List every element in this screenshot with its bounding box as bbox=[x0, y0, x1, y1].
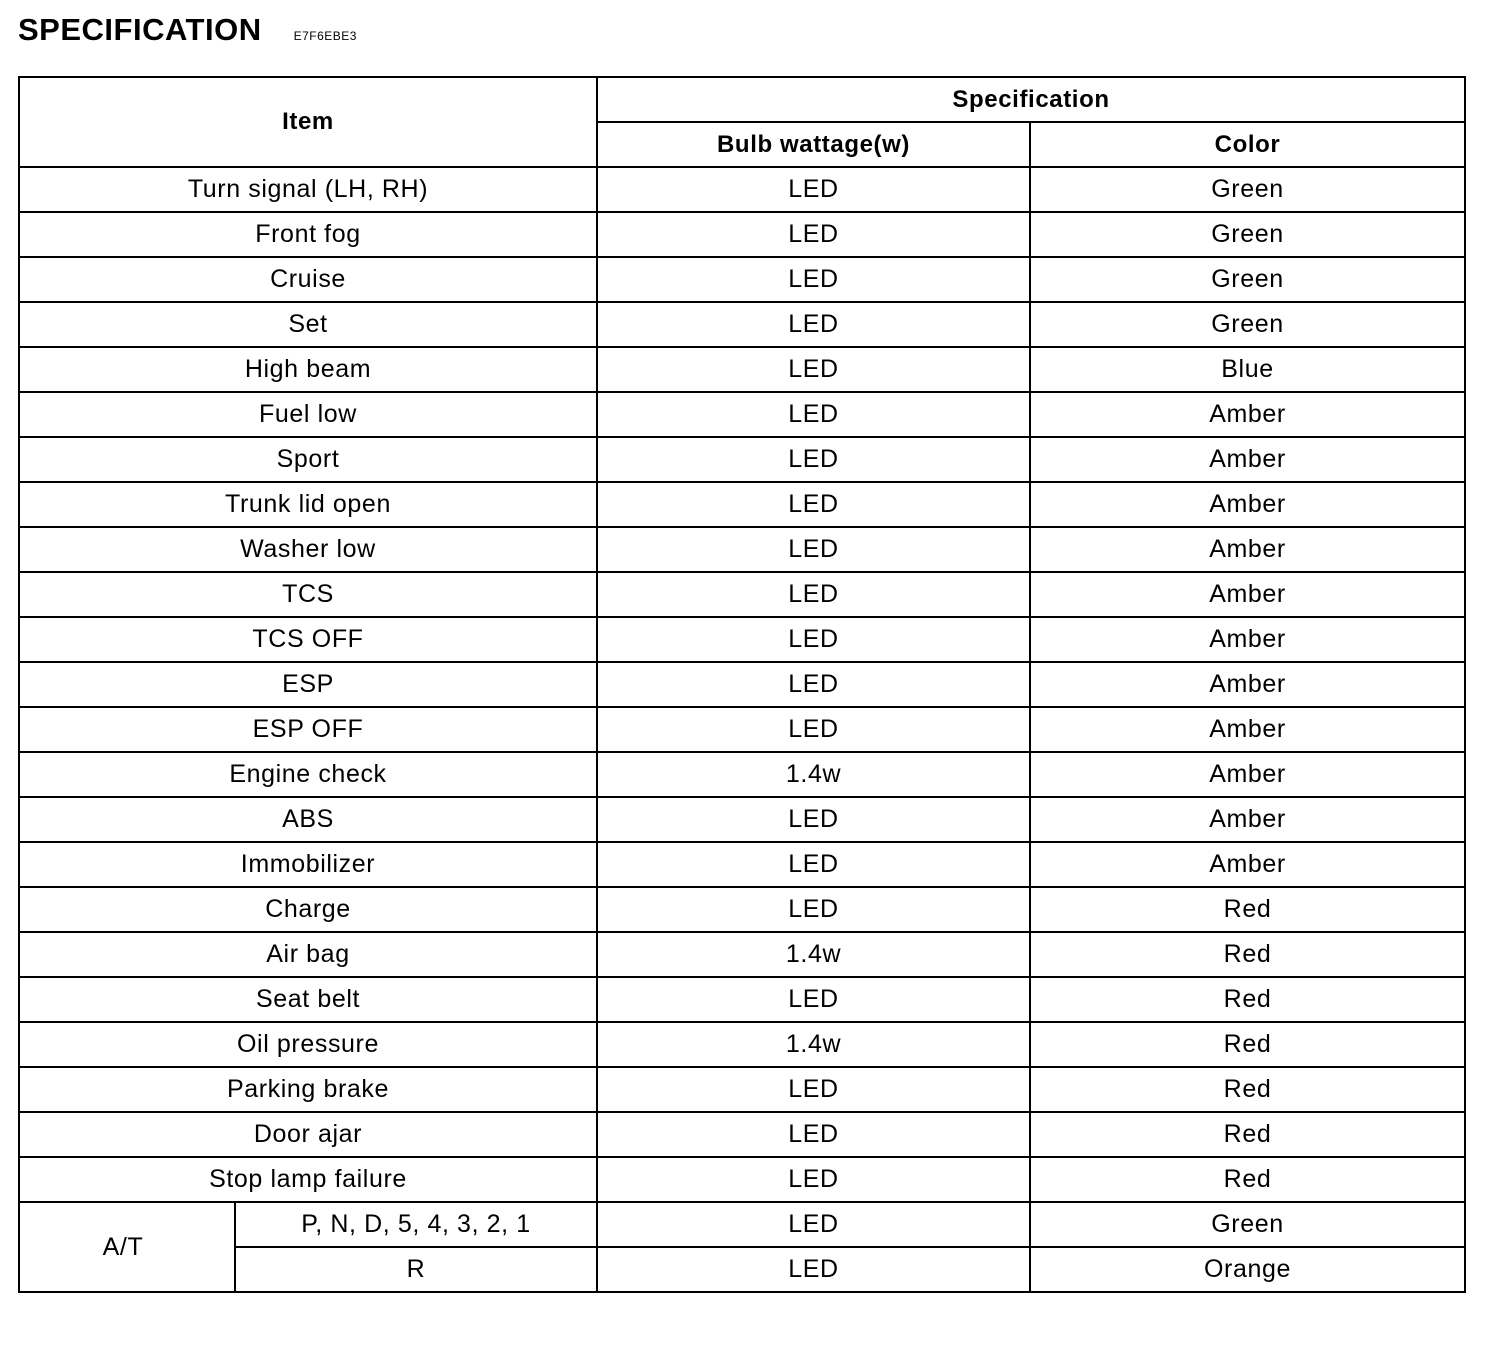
color-cell: Blue bbox=[1030, 347, 1465, 392]
color-cell: Green bbox=[1030, 257, 1465, 302]
color-cell: Green bbox=[1030, 1202, 1465, 1247]
color-cell: Red bbox=[1030, 932, 1465, 977]
wattage-cell: LED bbox=[597, 302, 1030, 347]
table-header bbox=[19, 77, 1465, 167]
table-body bbox=[19, 167, 1465, 1292]
table-row bbox=[19, 257, 1465, 302]
page-heading bbox=[18, 12, 357, 56]
wattage-cell: LED bbox=[597, 707, 1030, 752]
color-cell: Red bbox=[1030, 977, 1465, 1022]
table-row bbox=[19, 1067, 1465, 1112]
item-cell: TCS OFF bbox=[19, 617, 597, 662]
item-cell: Immobilizer bbox=[19, 842, 597, 887]
item-cell: R bbox=[235, 1247, 597, 1292]
item-cell: TCS bbox=[19, 572, 597, 617]
item-cell: ESP OFF bbox=[19, 707, 597, 752]
color-cell: Green bbox=[1030, 167, 1465, 212]
wattage-cell: LED bbox=[597, 617, 1030, 662]
wattage-cell: LED bbox=[597, 977, 1030, 1022]
header-color: Color bbox=[1030, 122, 1465, 167]
table-row bbox=[19, 1247, 1465, 1292]
table-row bbox=[19, 212, 1465, 257]
color-cell: Amber bbox=[1030, 527, 1465, 572]
color-cell: Amber bbox=[1030, 842, 1465, 887]
color-cell: Green bbox=[1030, 302, 1465, 347]
item-cell: Charge bbox=[19, 887, 597, 932]
item-cell: Parking brake bbox=[19, 1067, 597, 1112]
wattage-cell: LED bbox=[597, 662, 1030, 707]
item-cell: Oil pressure bbox=[19, 1022, 597, 1067]
item-cell: Door ajar bbox=[19, 1112, 597, 1157]
color-cell: Amber bbox=[1030, 797, 1465, 842]
item-cell: ESP bbox=[19, 662, 597, 707]
item-cell: Stop lamp failure bbox=[19, 1157, 597, 1202]
at-group-label: A/T bbox=[19, 1202, 235, 1292]
table-row bbox=[19, 392, 1465, 437]
table-row bbox=[19, 167, 1465, 212]
table-row bbox=[19, 932, 1465, 977]
wattage-cell: 1.4w bbox=[597, 752, 1030, 797]
color-cell: Amber bbox=[1030, 662, 1465, 707]
wattage-cell: LED bbox=[597, 1112, 1030, 1157]
color-cell: Amber bbox=[1030, 707, 1465, 752]
wattage-cell: LED bbox=[597, 482, 1030, 527]
item-cell: ABS bbox=[19, 797, 597, 842]
wattage-cell: LED bbox=[597, 437, 1030, 482]
wattage-cell: LED bbox=[597, 1202, 1030, 1247]
wattage-cell: 1.4w bbox=[597, 932, 1030, 977]
item-cell: Front fog bbox=[19, 212, 597, 257]
color-cell: Amber bbox=[1030, 617, 1465, 662]
wattage-cell: LED bbox=[597, 797, 1030, 842]
item-cell: Cruise bbox=[19, 257, 597, 302]
page-title: SPECIFICATION bbox=[18, 12, 262, 47]
table-row bbox=[19, 347, 1465, 392]
wattage-cell: LED bbox=[597, 572, 1030, 617]
item-cell: P, N, D, 5, 4, 3, 2, 1 bbox=[235, 1202, 597, 1247]
document-code: E7F6EBE3 bbox=[293, 29, 357, 43]
header-bulb-wattage: Bulb wattage(w) bbox=[597, 122, 1030, 167]
color-cell: Amber bbox=[1030, 437, 1465, 482]
table-row bbox=[19, 1157, 1465, 1202]
table-row bbox=[19, 572, 1465, 617]
table-row bbox=[19, 1112, 1465, 1157]
item-cell: Fuel low bbox=[19, 392, 597, 437]
table-row bbox=[19, 482, 1465, 527]
color-cell: Orange bbox=[1030, 1247, 1465, 1292]
table-row bbox=[19, 977, 1465, 1022]
table-row bbox=[19, 302, 1465, 347]
wattage-cell: LED bbox=[597, 1067, 1030, 1112]
wattage-cell: LED bbox=[597, 887, 1030, 932]
table-row bbox=[19, 1202, 1465, 1247]
wattage-cell: 1.4w bbox=[597, 1022, 1030, 1067]
color-cell: Amber bbox=[1030, 572, 1465, 617]
color-cell: Red bbox=[1030, 1067, 1465, 1112]
wattage-cell: LED bbox=[597, 1157, 1030, 1202]
table-row bbox=[19, 707, 1465, 752]
table-row bbox=[19, 842, 1465, 887]
wattage-cell: LED bbox=[597, 842, 1030, 887]
header-item: Item bbox=[19, 77, 597, 167]
table-row bbox=[19, 662, 1465, 707]
table-row bbox=[19, 797, 1465, 842]
specification-table bbox=[18, 76, 1466, 1293]
color-cell: Red bbox=[1030, 1022, 1465, 1067]
table-row bbox=[19, 617, 1465, 662]
item-cell: Washer low bbox=[19, 527, 597, 572]
table-row bbox=[19, 752, 1465, 797]
item-cell: High beam bbox=[19, 347, 597, 392]
item-cell: Sport bbox=[19, 437, 597, 482]
wattage-cell: LED bbox=[597, 527, 1030, 572]
table-row bbox=[19, 437, 1465, 482]
header-row bbox=[19, 77, 1465, 122]
header-specification: Specification bbox=[597, 77, 1465, 122]
item-cell: Turn signal (LH, RH) bbox=[19, 167, 597, 212]
color-cell: Red bbox=[1030, 1157, 1465, 1202]
color-cell: Amber bbox=[1030, 482, 1465, 527]
wattage-cell: LED bbox=[597, 1247, 1030, 1292]
color-cell: Green bbox=[1030, 212, 1465, 257]
item-cell: Trunk lid open bbox=[19, 482, 597, 527]
wattage-cell: LED bbox=[597, 347, 1030, 392]
color-cell: Amber bbox=[1030, 752, 1465, 797]
wattage-cell: LED bbox=[597, 212, 1030, 257]
item-cell: Air bag bbox=[19, 932, 597, 977]
wattage-cell: LED bbox=[597, 392, 1030, 437]
color-cell: Red bbox=[1030, 887, 1465, 932]
table-row bbox=[19, 887, 1465, 932]
wattage-cell: LED bbox=[597, 257, 1030, 302]
table-row bbox=[19, 527, 1465, 572]
wattage-cell: LED bbox=[597, 167, 1030, 212]
color-cell: Red bbox=[1030, 1112, 1465, 1157]
color-cell: Amber bbox=[1030, 392, 1465, 437]
item-cell: Engine check bbox=[19, 752, 597, 797]
item-cell: Seat belt bbox=[19, 977, 597, 1022]
item-cell: Set bbox=[19, 302, 597, 347]
table-row bbox=[19, 1022, 1465, 1067]
